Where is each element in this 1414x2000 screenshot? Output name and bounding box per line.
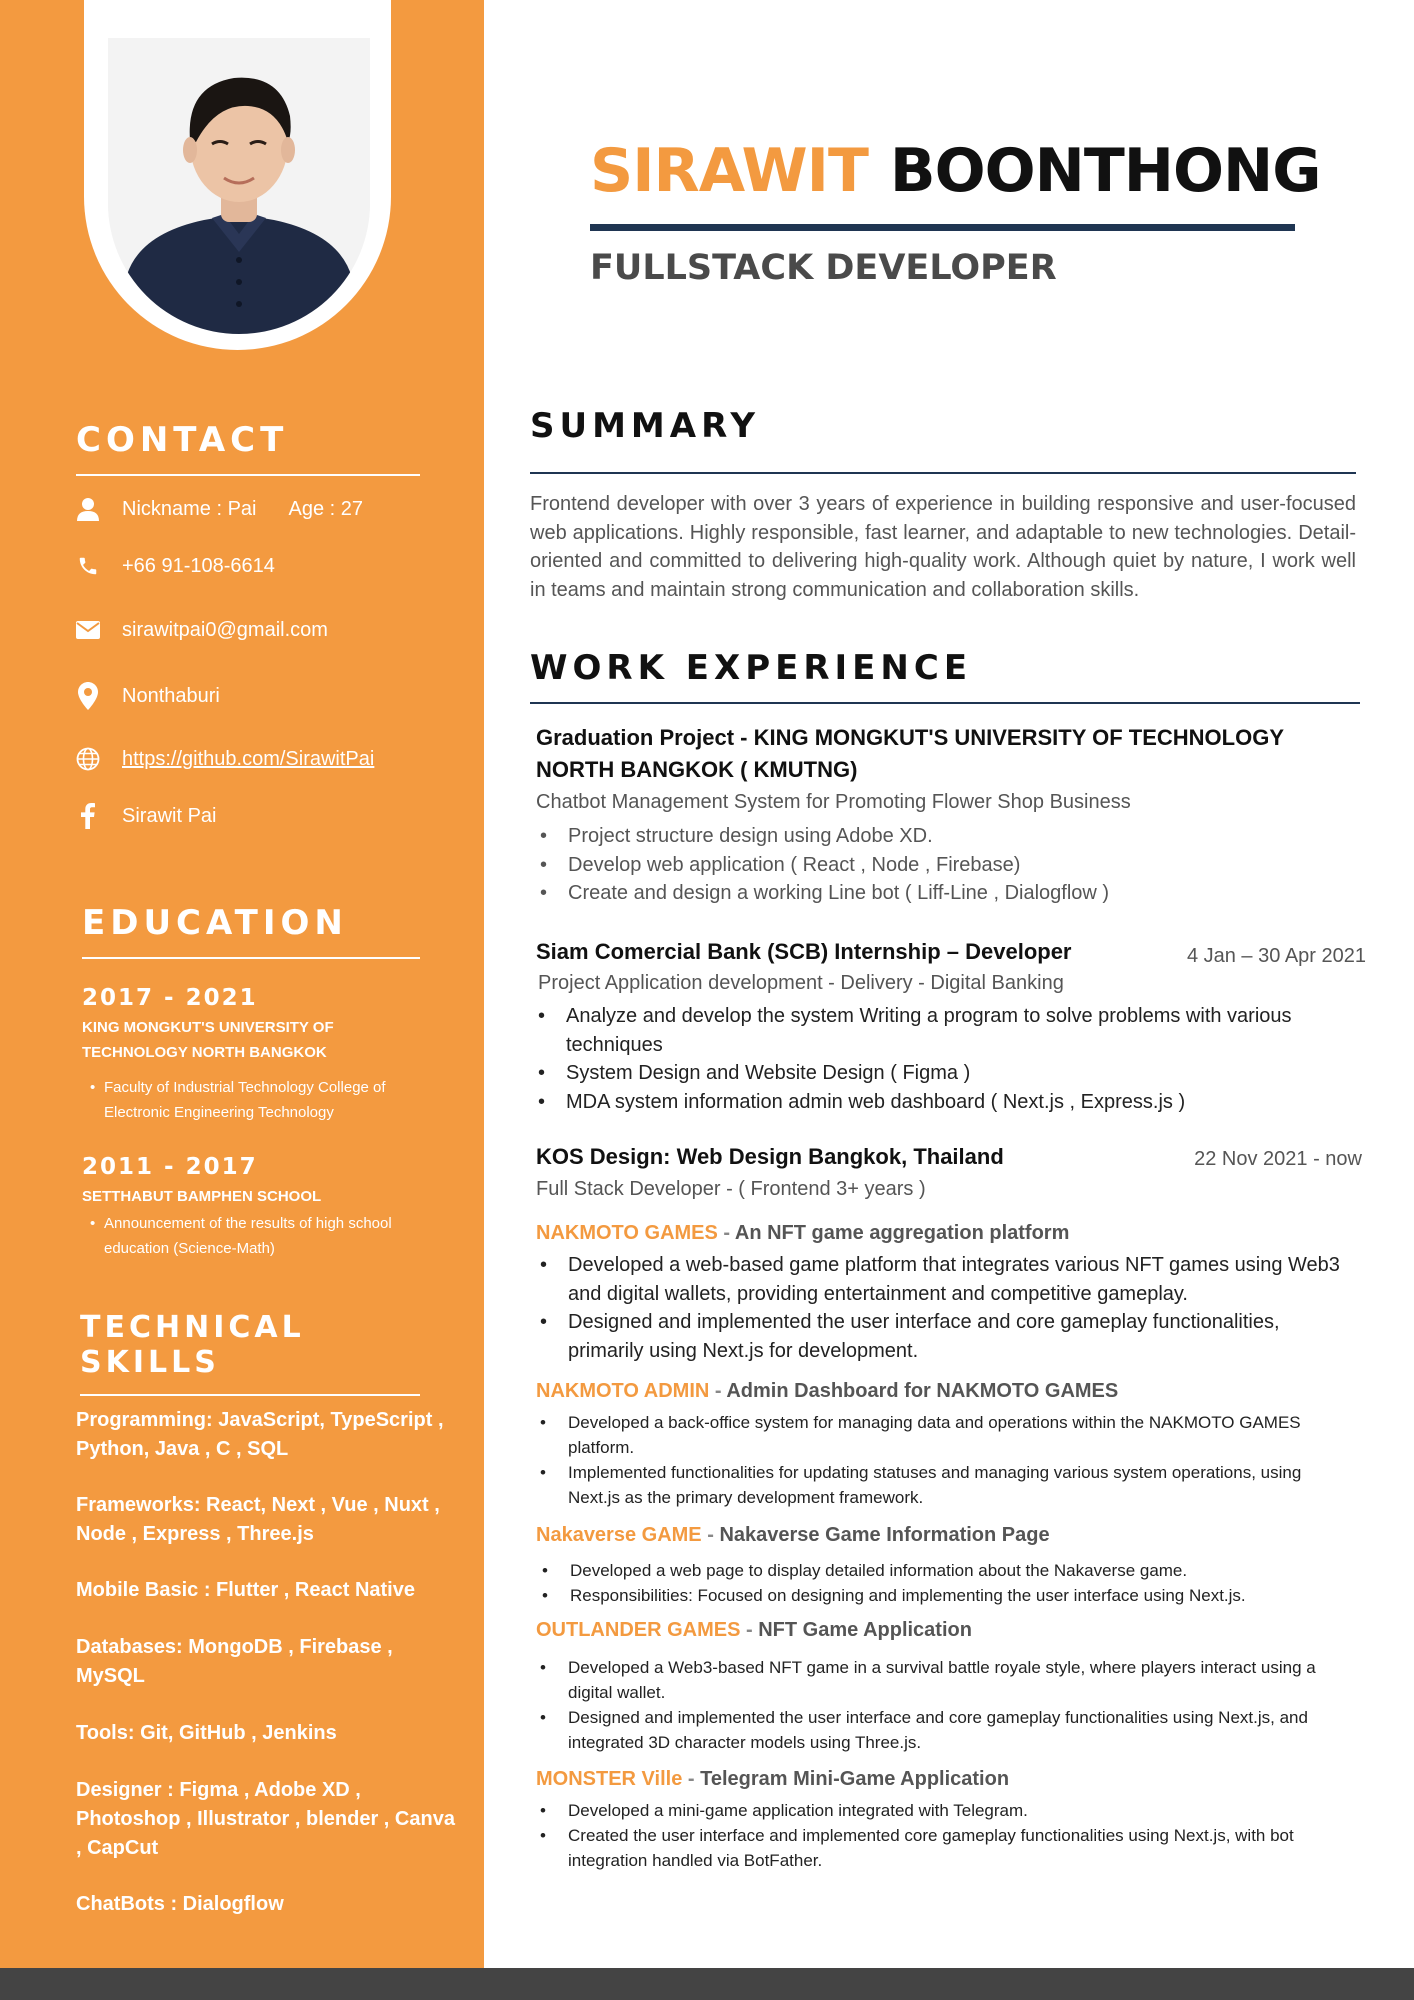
- contact-phone[interactable]: +66 91-108-6614: [122, 554, 275, 577]
- project-bullet: • Developed a web page to display detailed information about the Nakaverse game.: [538, 1558, 1358, 1583]
- project-name: NAKMOTO ADMIN: [536, 1380, 710, 1402]
- project-separator: -: [740, 1619, 759, 1641]
- skill-frameworks: Frameworks: React, Next , Vue , Nuxt , Node , Express , Three.js: [76, 1494, 440, 1545]
- project-separator: -: [717, 1222, 735, 1244]
- first-name: SIRAWIT: [590, 136, 868, 206]
- contact-age: Age : 27: [288, 497, 364, 520]
- profile-photo: [108, 38, 370, 334]
- education-details: [90, 1075, 422, 1125]
- job-bullet: • Develop web application ( React , Node , Firebase): [536, 851, 1356, 880]
- job-role: FULLSTACK DEVELOPER: [590, 248, 1057, 288]
- experience-divider: [530, 702, 1360, 704]
- sidebar: [0, 0, 484, 1968]
- project-bullet: • Implemented functionalities for updating statuses and managing various system operations, using Next.js as the primary development framework.: [536, 1460, 1356, 1510]
- project-separator: -: [682, 1768, 701, 1790]
- project-bullet: • Developed a mini-game application integrated with Telegram.: [536, 1798, 1356, 1823]
- project-bullet: • Developed a web-based game platform that integrates various NFT games using Web3 and digital wallets, providing entertainment and competitive gameplay.: [536, 1251, 1346, 1308]
- project-name: OUTLANDER GAMES: [536, 1619, 741, 1641]
- project-description: Nakaverse Game Information Page: [719, 1524, 1050, 1546]
- project-bullet: • Designed and implemented the user interface and core gameplay functionalities, primarily using Next.js for development.: [536, 1308, 1346, 1365]
- job-bullet: • System Design and Website Design ( Figma ): [534, 1059, 1354, 1088]
- location-pin-icon: [76, 684, 100, 708]
- project-title: [536, 1768, 1009, 1791]
- contact-location: Nonthaburi: [122, 684, 220, 707]
- contact-section: [76, 420, 420, 476]
- job-title: Graduation Project - KING MONGKUT'S UNIVERSITY OF TECHNOLOGY NORTH BANGKOK ( KMUTNG): [536, 725, 1284, 782]
- job-title: KOS Design: Web Design Bangkok, Thailand: [536, 1144, 1004, 1169]
- last-name: BOONTHONG: [889, 136, 1321, 206]
- project-name: NAKMOTO GAMES: [536, 1222, 718, 1244]
- project-bullet: • Created the user interface and implemented core gameplay functionalities using Next.js, with bot integration handled via BotFather.: [536, 1823, 1356, 1873]
- skill-designer: Designer : Figma , Adobe XD , Photoshop , Illustrator , blender , Canva , CapCut: [76, 1779, 455, 1859]
- education-heading: EDUCATION: [82, 903, 348, 943]
- project-title: [536, 1619, 972, 1642]
- phone-icon: [76, 554, 100, 578]
- education-entry-1: [82, 985, 422, 1125]
- globe-icon: [76, 747, 100, 771]
- education-years: 2011 - 2017: [82, 1154, 258, 1180]
- project-separator: -: [709, 1380, 727, 1402]
- project-bullet: • Responsibilities: Focused on designing and implementing the user interface using Next.js.: [538, 1583, 1358, 1608]
- skills-divider: [80, 1394, 420, 1396]
- contact-heading: CONTACT: [76, 420, 289, 460]
- project-bullet: • Developed a back-office system for managing data and operations within the NAKMOTO GAMES platform.: [536, 1410, 1356, 1460]
- skill-chatbots: ChatBots : Dialogflow: [76, 1893, 284, 1915]
- project-description: NFT Game Application: [758, 1619, 972, 1641]
- education-section: [82, 903, 420, 959]
- education-divider: [82, 957, 420, 959]
- skill-programming: Programming: JavaScript, TypeScript , Python, Java , C , SQL: [76, 1409, 444, 1460]
- person-icon: [76, 497, 100, 521]
- project-name: Nakaverse GAME: [536, 1524, 702, 1546]
- education-detail: • Faculty of Industrial Technology College of Electronic Engineering Technology: [90, 1075, 422, 1125]
- summary-text: Frontend developer with over 3 years of experience in building responsive and user-focused web applications. Highly responsible, fast learner, and adaptable to new technologies. Detail-oriented and committed to delivering high-quality work. Although quiet by nature, I work well in teams and maintain strong communication and collaboration skills.: [530, 493, 1356, 601]
- profile-photo-illustration: [108, 38, 370, 334]
- skill-databases: Databases: MongoDB , Firebase , MySQL: [76, 1636, 393, 1687]
- project-title: [536, 1380, 1118, 1403]
- contact-phone-row: [76, 551, 275, 581]
- job-bullet: • Analyze and develop the system Writing a program to solve problems with various techniques: [534, 1002, 1354, 1059]
- job-bullet: • Project structure design using Adobe XD.: [536, 822, 1356, 851]
- education-details: [90, 1211, 422, 1261]
- contact-email-row: [76, 615, 328, 645]
- job-bullet: • MDA system information admin web dashboard ( Next.js , Express.js ): [534, 1088, 1354, 1117]
- project-description: Telegram Mini-Game Application: [700, 1768, 1010, 1790]
- project-bullet: • Designed and implemented the user interface and core gameplay functionalities using Next.js, and integrated 3D character models using Three.js.: [536, 1705, 1356, 1755]
- full-name: [590, 136, 1321, 206]
- project-description: An NFT game aggregation platform: [734, 1222, 1070, 1244]
- skills-section: [80, 1310, 420, 1396]
- job-bullets: [536, 822, 1356, 908]
- contact-facebook[interactable]: Sirawit Pai: [122, 804, 217, 827]
- project-bullets: [536, 1798, 1356, 1873]
- job-date: 22 Nov 2021 - now: [1194, 1148, 1362, 1170]
- facebook-icon: [76, 804, 100, 828]
- name-underline: [590, 224, 1295, 231]
- job-bullet: • Create and design a working Line bot ( Liff-Line , Dialogflow ): [536, 879, 1356, 908]
- project-description: Admin Dashboard for NAKMOTO GAMES: [726, 1380, 1119, 1402]
- job-bullets: [534, 1002, 1354, 1116]
- summary-divider: [530, 472, 1356, 474]
- project-bullets: [536, 1655, 1356, 1755]
- skill-tools: Tools: Git, GitHub , Jenkins: [76, 1722, 337, 1744]
- job-date: 4 Jan – 30 Apr 2021: [1186, 945, 1366, 967]
- project-separator: -: [701, 1524, 720, 1546]
- footer-bar: [0, 1968, 1414, 2000]
- experience-heading: WORK EXPERIENCE: [530, 648, 973, 688]
- summary-heading: SUMMARY: [530, 406, 761, 446]
- contact-divider: [76, 474, 420, 476]
- contact-location-row: [76, 681, 220, 711]
- job-subtitle: Chatbot Management System for Promoting Flower Shop Business: [536, 791, 1131, 813]
- contact-facebook-row: [76, 801, 216, 831]
- project-name: MONSTER Ville: [536, 1768, 683, 1790]
- contact-email[interactable]: sirawitpai0@gmail.com: [122, 618, 328, 641]
- education-school: KING MONGKUT'S UNIVERSITY OF TECHNOLOGY NORTH BANGKOK: [82, 1019, 334, 1061]
- project-bullets: [538, 1558, 1358, 1608]
- job-subtitle: Project Application development - Delivery - Digital Banking: [538, 972, 1064, 994]
- contact-nickname: Nickname : Pai: [122, 497, 257, 520]
- job-subtitle: Full Stack Developer - ( Frontend 3+ years ): [536, 1178, 926, 1200]
- job-title: Siam Comercial Bank (SCB) Internship – Developer: [536, 939, 1072, 964]
- project-title: [536, 1222, 1069, 1245]
- education-years: 2017 - 2021: [82, 985, 258, 1011]
- project-bullet: • Developed a Web3-based NFT game in a survival battle royale style, where players interact using a digital wallet.: [536, 1655, 1356, 1705]
- skill-mobile: Mobile Basic : Flutter , React Native: [76, 1579, 415, 1601]
- contact-github-row: [76, 744, 374, 774]
- project-title: [536, 1524, 1050, 1547]
- contact-nickname-row: [76, 494, 363, 524]
- education-entry-2: [82, 1154, 422, 1261]
- education-school: SETTHABUT BAMPHEN SCHOOL: [82, 1188, 322, 1205]
- project-bullets: [536, 1251, 1346, 1365]
- skills-heading: TECHNICAL SKILLS: [80, 1310, 305, 1380]
- envelope-icon: [76, 618, 100, 642]
- project-bullets: [536, 1410, 1356, 1510]
- education-detail: • Announcement of the results of high school education (Science-Math): [90, 1211, 422, 1261]
- contact-github-link[interactable]: https://github.com/SirawitPai: [122, 747, 375, 770]
